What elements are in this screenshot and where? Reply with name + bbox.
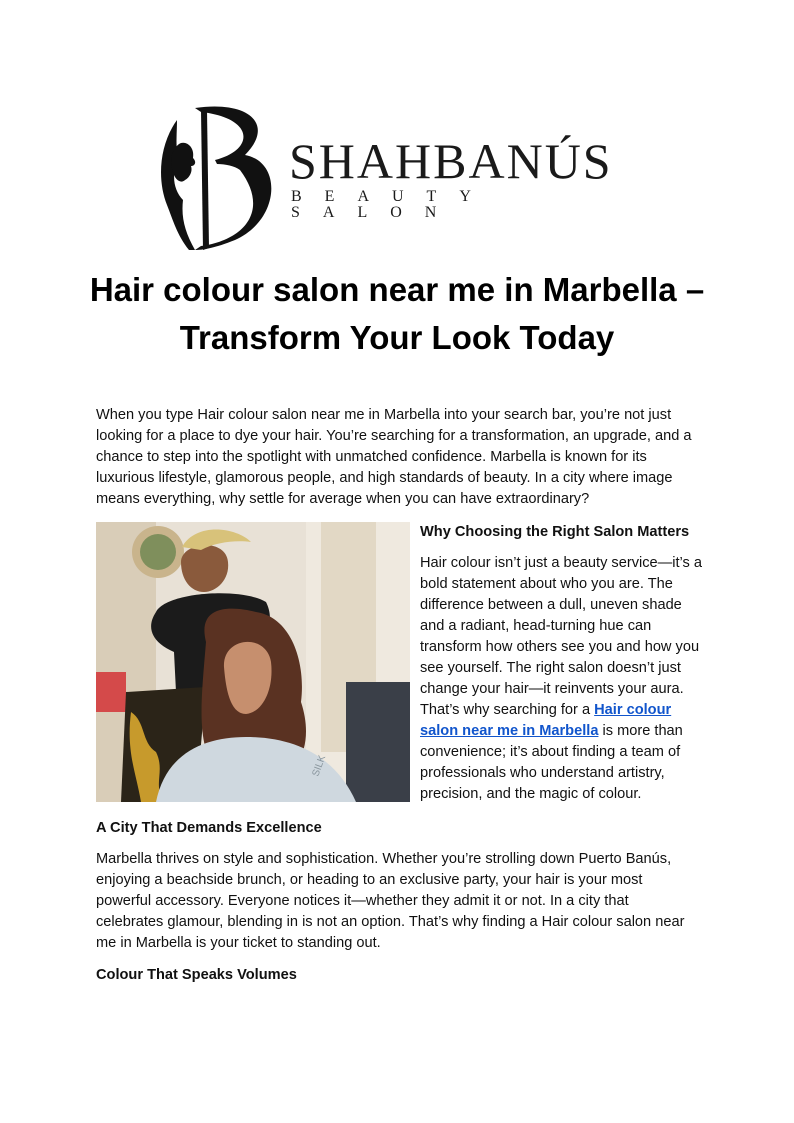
brand-name: SHAHBANÚS (289, 133, 613, 189)
monogram-logo-icon (155, 100, 285, 255)
cape-text: SILK (310, 753, 329, 779)
section-why-choose (420, 522, 710, 805)
brand-subtitle: BEAUTY SALON (291, 188, 494, 221)
section-paragraph-city: Marbella thrives on style and sophistication. Whether you’re strolling down Puerto Banús, enjoying a beachside brunch, or heading to an exclusive party, your hair is your most powerful accessory. Everyone notices it—whether they admit it or not. In a city that celebrates glamour, blending in is not an option. That’s why finding a Hair colour salon near me in Marbella is your ticket to standing out. (96, 851, 685, 951)
paragraph-text-start: Hair colour isn’t just a beauty service—it’s a bold statement about who you are. The difference between a dull, uneven shade and a radiant, head-turning hue can transform how others see you and how you see yourself. The right salon doesn’t just change your hair—it reinvents your aura. That’s why searching for a (420, 555, 702, 718)
salon-logo (155, 100, 635, 255)
section-heading-why-choose: Why Choosing the Right Salon Matters (420, 524, 690, 540)
paragraph-text-end: is more than convenience; it’s about finding a team of professionals who understand artistry, precision, and the magic of colour. (420, 723, 683, 802)
intro-paragraph: When you type Hair colour salon near me in Marbella into your search bar, you’re not just looking for a place to dye your hair. You’re searching for a transformation, an upgrade, and a chance to step into the spotlight with unmatched confidence. Marbella is known for its luxurious lifestyle, glamorous people, and high standards of beauty. In a city where image means everything, why settle for average when you can have extraordinary? (96, 407, 692, 507)
section-paragraph-why-choose (420, 553, 710, 805)
section-heading-colour: Colour That Speaks Volumes (96, 967, 297, 983)
salon-photo (96, 522, 410, 802)
section-heading-city: A City That Demands Excellence (96, 820, 322, 836)
salon-link[interactable]: Hair colour salon near me in Marbella (420, 702, 672, 739)
page-title: Hair colour salon near me in Marbella – Transform Your Look Today (89, 271, 705, 356)
